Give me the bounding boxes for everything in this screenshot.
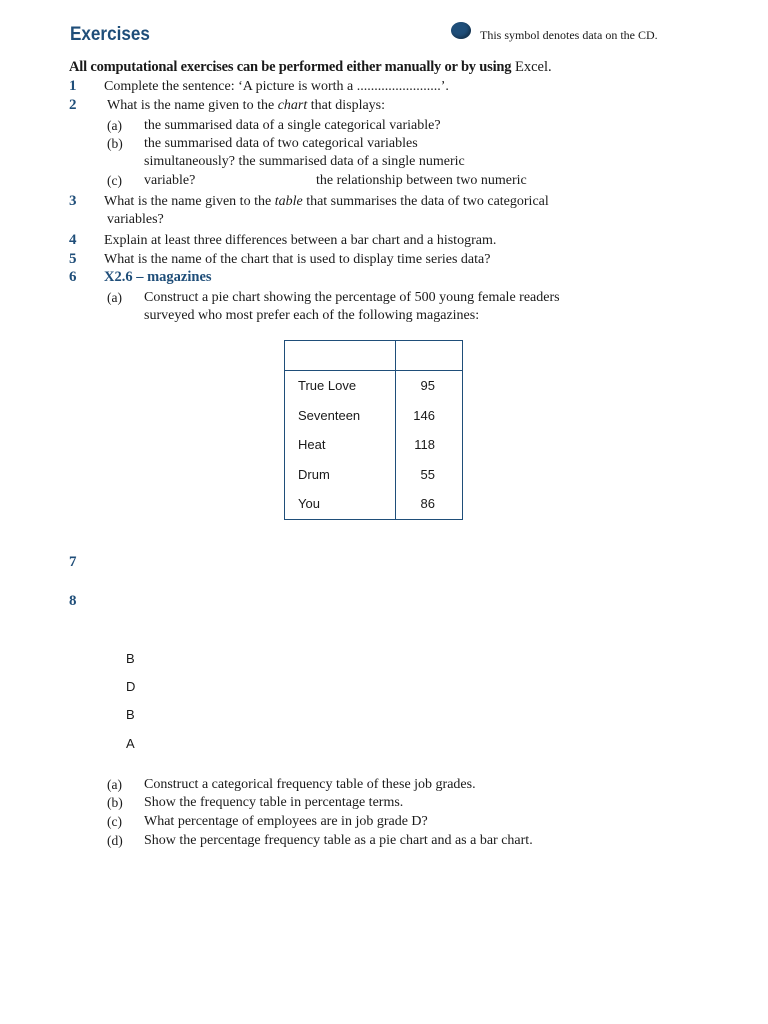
q8a-label: (a) <box>107 777 122 792</box>
magazine-name: True Love <box>285 371 396 401</box>
q3-pre: What is the name given to the <box>104 194 275 209</box>
cd-data-icon <box>451 22 471 39</box>
q3-post: that summarises the data of two categorical <box>302 194 549 209</box>
q2-em: chart <box>277 98 308 113</box>
q2c-text-1: variable? <box>144 173 196 188</box>
q3-number: 3 <box>69 193 77 209</box>
magazine-name: Seventeen <box>285 401 396 431</box>
q2a-label: (a) <box>107 118 122 133</box>
table-row <box>285 371 463 401</box>
intro-bold: All computational exercises can be performed either manually or by using <box>69 59 512 75</box>
magazine-name: You <box>285 489 396 519</box>
q2b-text-1: the summarised data of two categorical variables <box>144 136 418 151</box>
cd-note: This symbol denotes data on the CD. <box>480 28 658 42</box>
q2a-text: the summarised data of a single categorical variable? <box>144 118 441 133</box>
page-title: Exercises <box>70 24 150 45</box>
q8-number: 8 <box>69 593 77 609</box>
q4-text: Explain at least three differences between a bar chart and a histogram. <box>104 233 497 248</box>
q6-title: X2.6 – magazines <box>104 269 212 285</box>
q8b-label: (b) <box>107 795 123 810</box>
q6a-text-2: surveyed who most prefer each of the following magazines: <box>144 308 480 323</box>
q2b-label: (b) <box>107 136 123 151</box>
q8c-label: (c) <box>107 814 122 829</box>
q3-text-2: variables? <box>107 212 164 227</box>
magazine-name: Heat <box>285 430 396 460</box>
q5-text: What is the name of the chart that is used to display time series data? <box>104 252 491 267</box>
q3-text <box>104 194 549 210</box>
job-grade: D <box>126 679 136 694</box>
table-row <box>285 489 463 519</box>
q2c-text-2: the relationship between two numeric <box>316 173 527 188</box>
q2-post: that displays: <box>307 98 386 113</box>
job-grade: A <box>126 736 135 751</box>
table-row <box>285 460 463 490</box>
magazine-table <box>284 340 463 520</box>
q8a-text: Construct a categorical frequency table of these job grades. <box>144 777 476 792</box>
q8c-text: What percentage of employees are in job grade D? <box>144 814 428 829</box>
table-header-cell <box>285 341 396 371</box>
magazine-name: Drum <box>285 460 396 490</box>
intro-text <box>69 59 552 76</box>
q6a-label: (a) <box>107 290 122 305</box>
q2b-text-2: simultaneously? the summarised data of a single numeric <box>144 154 465 169</box>
q6a-text-1: Construct a pie chart showing the percentage of 500 young female readers <box>144 290 560 305</box>
table-row <box>285 430 463 460</box>
q5-number: 5 <box>69 251 77 267</box>
q4-number: 4 <box>69 232 77 248</box>
q3-em: table <box>274 194 303 209</box>
magazine-count: 146 <box>396 401 463 431</box>
q8b-text: Show the frequency table in percentage terms. <box>144 795 404 810</box>
q1-text: Complete the sentence: ‘A picture is worth a ........................’. <box>104 79 449 94</box>
q1-number: 1 <box>69 78 77 94</box>
job-grade: B <box>126 707 135 722</box>
table-header-row <box>285 341 463 371</box>
magazine-count: 55 <box>396 460 463 490</box>
q8d-label: (d) <box>107 833 123 848</box>
q6-number: 6 <box>69 269 77 285</box>
q2-pre: What is the name given to the <box>107 98 278 113</box>
q7-number: 7 <box>69 554 77 570</box>
q2-number: 2 <box>69 97 77 113</box>
job-grade: B <box>126 651 135 666</box>
q2c-label: (c) <box>107 173 122 188</box>
table-header-cell <box>396 341 463 371</box>
intro-rest: Excel. <box>511 59 552 75</box>
table-row <box>285 401 463 431</box>
magazine-count: 118 <box>396 430 463 460</box>
q8d-text: Show the percentage frequency table as a pie chart and as a bar chart. <box>144 833 533 848</box>
q2-text <box>107 98 385 114</box>
magazine-count: 95 <box>396 371 463 401</box>
magazine-count: 86 <box>396 489 463 519</box>
